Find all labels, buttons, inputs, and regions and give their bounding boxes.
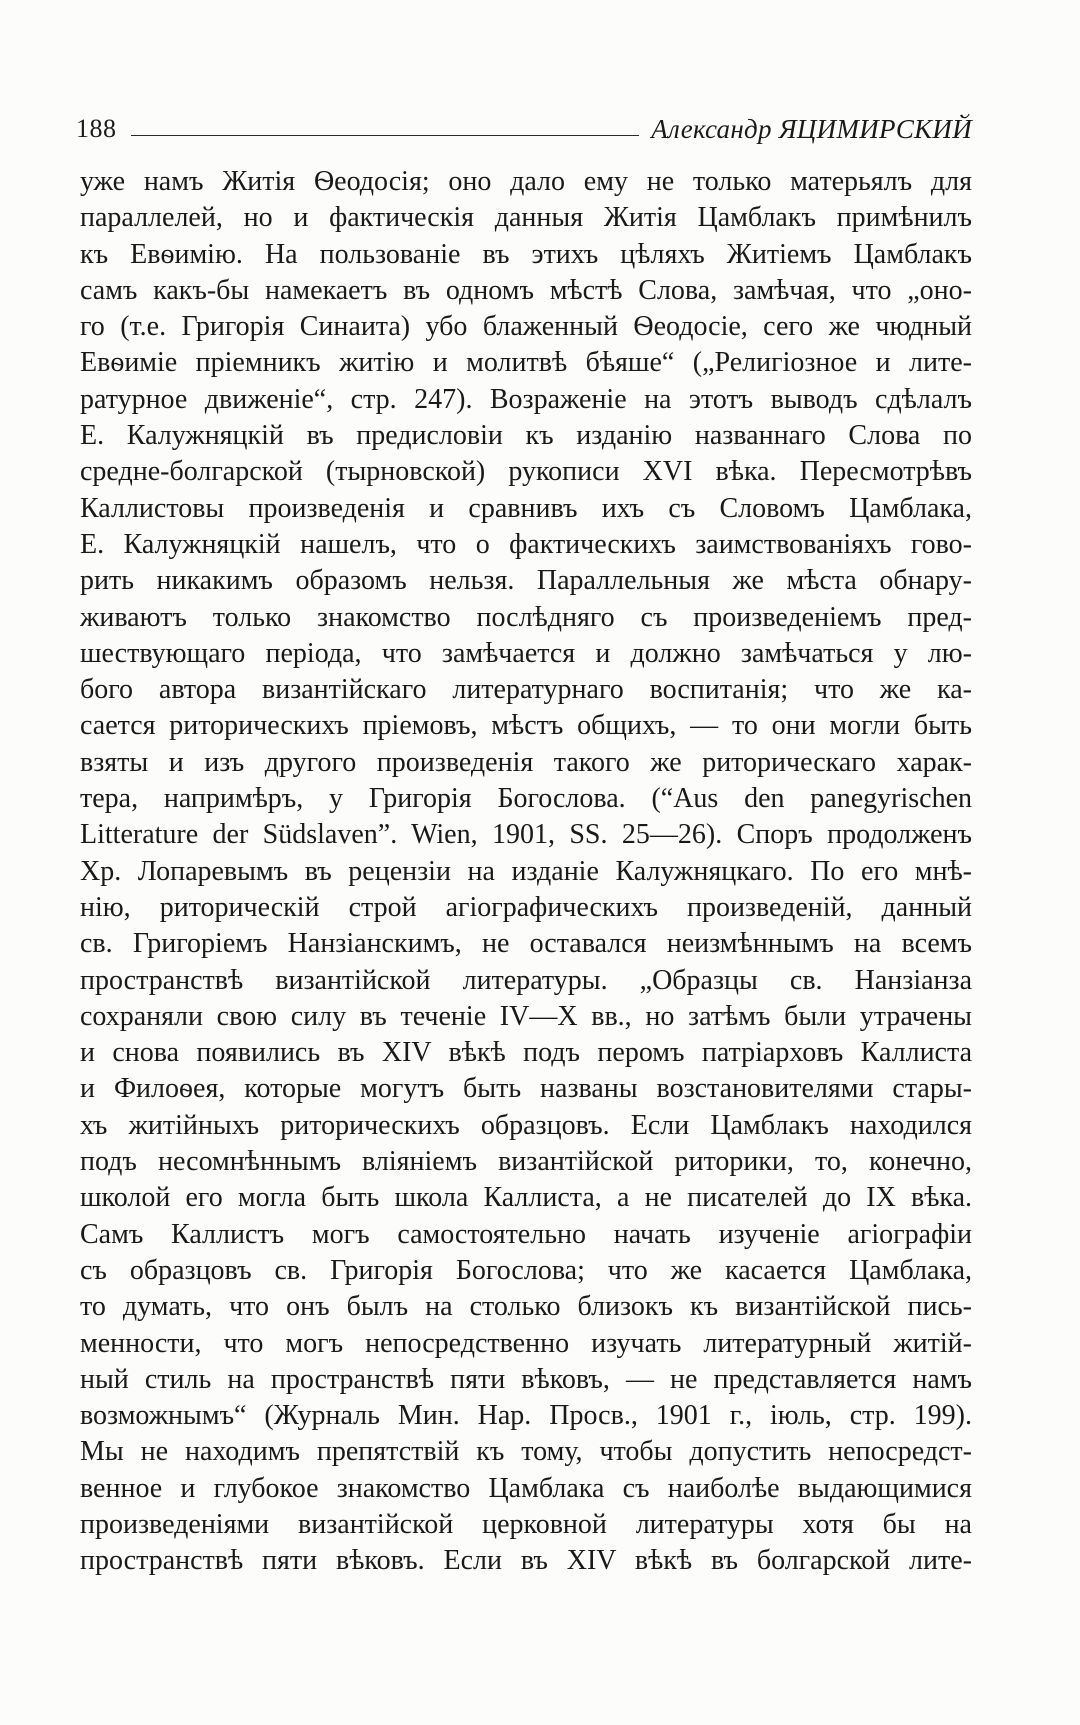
text-line: параллелей, но и фактическія данныя Житія Цамблакъ примѣнилъ — [80, 202, 972, 234]
text-line: уже намъ Житія Ѳеодосія; оно дало ему не только матерьялъ для — [80, 166, 972, 197]
text-line: сается риторическихъ пріемовъ, мѣстъ общихъ, — то они могли быть — [80, 710, 972, 742]
text-line: пространствѣ пяти вѣковъ. Если въ XIV вѣкѣ въ болгарской лите- — [80, 1545, 972, 1577]
text-line: самъ какъ-бы намекаетъ въ одномъ мѣстѣ Слова, замѣчая, что „оно- — [80, 274, 972, 306]
text-line: Каллистовы произведенія и сравнивъ ихъ съ Словомъ Цамблака, — [80, 492, 972, 524]
text-line: возможнымъ“ (Журналь Мин. Нар. Просв., 1901 г., іюль, стр. 199). — [80, 1400, 972, 1432]
running-head — [76, 104, 972, 144]
text-line: то думать, что онъ былъ на столько близокъ къ византійской пись- — [80, 1291, 972, 1323]
text-line: ный стиль на пространствѣ пяти вѣковъ, — не представляется намъ — [80, 1363, 972, 1395]
text-line: Самъ Каллистъ могъ самостоятельно начать изученіе агіографіи — [80, 1218, 972, 1250]
text-line: сохраняли свою силу въ теченіе IV—X вв., но затѣмъ были утрачены — [80, 1000, 972, 1032]
text-line: менности, что могъ непосредственно изучать литературный житій- — [80, 1327, 972, 1359]
text-line: Хр. Лопаревымъ въ рецензіи на изданіе Калужняцкаго. По его мнѣ- — [80, 855, 972, 887]
text-line: рить никакимъ образомъ нельзя. Параллельныя же мѣста обнару- — [80, 565, 972, 597]
text-line: св. Григоріемъ Нанзіанскимъ, не оставался неизмѣннымъ на всемъ — [80, 928, 972, 960]
text-line: взяты и изъ другого произведенія такого же риторическаго харак- — [80, 746, 972, 778]
text-line: Мы не находимъ препятствій къ тому, чтобы допустить непосредст- — [80, 1436, 972, 1468]
text-line: школой его могла быть школа Каллиста, а не писателей до IX вѣка. — [80, 1182, 972, 1214]
text-line: и снова появились въ XIV вѣкѣ подъ перомъ патріарховъ Каллиста — [80, 1037, 972, 1069]
text-line: нію, риторическій строй агіографическихъ произведеній, данный — [80, 891, 972, 923]
page-number: 188 — [76, 114, 117, 143]
text-line: тера, напримѣръ, у Григорія Богослова. (“Aus den panegyrischen — [80, 783, 972, 815]
text-line: и Филоѳея, которые могутъ быть названы возстановителями стары- — [80, 1073, 972, 1105]
header-rule — [131, 135, 640, 136]
text-line: венное и глубокое знакомство Цамблака съ наиболѣе выдающимися — [80, 1472, 972, 1504]
body-text — [80, 164, 972, 1580]
text-line: ратурное движеніе“, стр. 247). Возраженіе на этотъ выводъ сдѣлалъ — [80, 383, 972, 415]
text-line: Е. Калужняцкій въ предисловіи къ изданію названнаго Слова по — [80, 420, 972, 452]
text-line: го (т.е. Григорія Синаита) убо блаженный Ѳеодосіе, сего же чюдный — [80, 311, 972, 343]
text-line: къ Евѳимію. На пользованіе въ этихъ цѣляхъ Житіемъ Цамблакъ — [80, 238, 972, 270]
text-line: пространствѣ византійской литературы. „Образцы св. Нанзіанза — [80, 964, 972, 996]
text-line: Е. Калужняцкій нашелъ, что о фактическихъ заимствованіяхъ гово- — [80, 528, 972, 560]
text-line: шествующаго періода, что замѣчается и должно замѣчаться у лю- — [80, 637, 972, 669]
text-line: подъ несомнѣннымъ вліяніемъ византійской риторики, то, конечно, — [80, 1146, 972, 1178]
running-head-author: Александр ЯЦИМИРСКИЙ — [651, 114, 972, 144]
text-line: живаютъ только знакомство послѣдняго съ произведеніемъ пред- — [80, 601, 972, 633]
text-line: съ образцовъ св. Григорія Богослова; что же касается Цамблака, — [80, 1254, 972, 1286]
text-line: Евѳиміе пріемникъ житію и молитвѣ бѣяше“ („Религіозное и лите- — [80, 347, 972, 379]
text-line: произведеніями византійской церковной литературы хотя бы на — [80, 1508, 972, 1540]
text-line: средне-болгарской (тырновской) рукописи XVI вѣка. Пересмотрѣвъ — [80, 456, 972, 488]
text-line: хъ житійныхъ риторическихъ образцовъ. Если Цамблакъ находился — [80, 1109, 972, 1141]
text-line: Litterature der Südslaven”. Wien, 1901, SS. 25—26). Споръ продолженъ — [80, 819, 972, 851]
text-line: бого автора византійскаго литературнаго воспитанія; что же ка- — [80, 674, 972, 706]
